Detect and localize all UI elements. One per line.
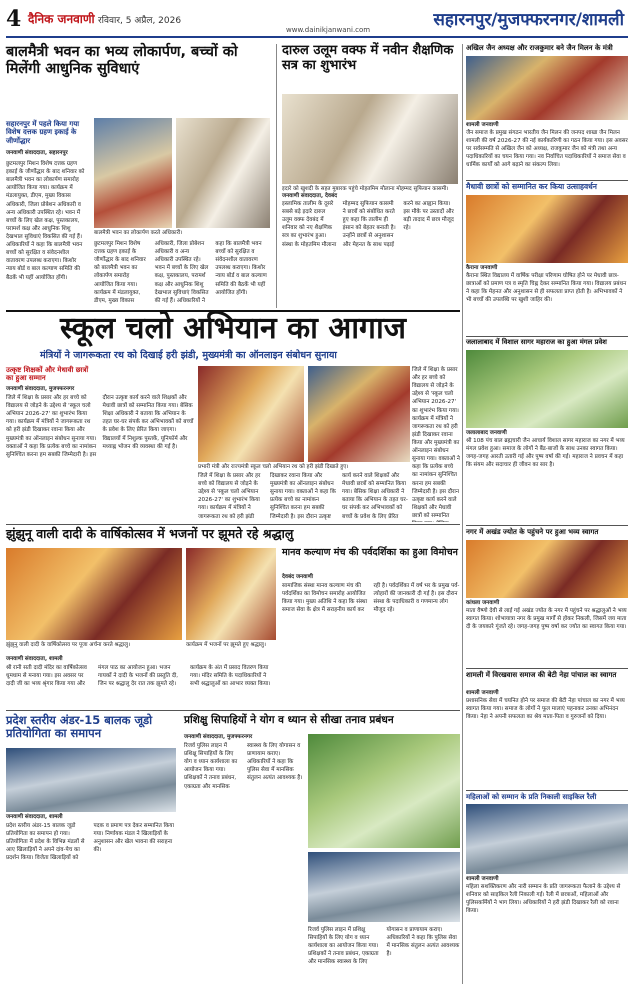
- right3-headline: जलालाबाद में विशाल सागर महाराज का हुआ मंगल प्रवेश: [466, 338, 607, 346]
- story1-side-head: सहारनपुर में पहले किया गया विशेष दत्तक ग्रहण इकाई के जीर्णोद्धार: [6, 120, 80, 145]
- story6-body: रिजर्व पुलिस लाइन में प्रशिक्षु सिपाहियों के लिए योग व ध्यान कार्यशाला का आयोजन किया गया। प्रशिक्षकों ने तनाव प्रबंधन, एकाग्रता और मानसिक स्वास्थ्य के लिए योगासन व प्राणायाम कराए। अधिकारियों ने कहा कि पुलिस सेवा में मानसिक संतुलन अत्यंत आवश्यक है।: [184, 743, 303, 790]
- right1-body: जैन समाज के प्रमुख संगठन भारतीय जैन मिलन की जनपद शाखा जैन मिलन शामली की वर्ष 2026-27 की नई कार्यकारिणी का गठन किया गया। इस अवसर पर सर्वसम्मति से अखिल जैन को अध्यक्ष, राजकुमार जैन को मंत्री तथा अन्य पदाधिकारियों का चयन किया गया। नव निर्वाचित पदाधिकारियों ने समाज सेवा व धार्मिक कार्यों को आगे बढ़ाने का संकल्प लिया।: [466, 130, 628, 169]
- story4-body: सामाजिक संस्था मानव कल्याण मंच की पर्वदर्शिका का विमोचन समारोह आयोजित किया गया। मुख्य अतिथि ने कहा कि संस्था समाज सेवा के क्षेत्र में सराहनीय कार्य कर रही है। पर्वदर्शिका में वर्ष भर के प्रमुख पर्व-त्योहारों की जानकारी दी गई है। इस दौरान संस्था के पदाधिकारी व गणमान्य लोग मौजूद रहे।: [282, 583, 460, 614]
- right3-body: श्री 108 पंच बाल ब्रह्मचारी जैन आचार्य विशाल सागर महाराज का नगर में भव्य मंगल प्रवेश हुआ। समाज के लोगों ने बैंड-बाजों के साथ उनका स्वागत किया। जगह-जगह आरती उतारी गई और पुष्प वर्षा की गई। महाराज ने प्रवचन में कहा कि संयम और सदाचार ही जीवन का सार है।: [466, 438, 625, 469]
- story1-photo-2: [176, 118, 270, 228]
- main-photo-1: [198, 366, 304, 462]
- main-byline: जनवाणी संवाददाता, मुजफ्फरनगर: [6, 386, 75, 392]
- right3-photo: [466, 350, 628, 428]
- main-headline: स्कूल चलो अभियान का आगाज: [60, 311, 406, 346]
- story1-headline: बालमैत्री भवन का भव्य लोकार्पण, बच्चों को मिलेंगी आधुनिक सुविधाएं: [6, 44, 238, 77]
- right6-body: महिला सशक्तिकरण और नारी सम्मान के प्रति जागरूकता फैलाने के उद्देश्य से शनिवार को साइकिल रैली निकाली गई। रैली में छात्राओं, महिलाओं और पुलिसकर्मियों ने भाग लिया। अधिकारियों ने हरी झंडी दिखाकर रैली को रवाना किया।: [466, 884, 621, 915]
- right2-photo: [466, 195, 628, 263]
- story1-body-col1: छुटमलपुर मिशन विशेष दत्तक ग्रहण इकाई के जीर्णोद्धार के बाद शनिवार को बालमैत्री भवन का लोकार्पण समारोह आयोजित किया गया। कार्यक्रम में मंडलायुक्त, डीएम, मुख्य विकास अधिकारी, जिला प्रोबेशन अधिकारी व अन्य अधिकारी उपस्थित रहे। भवन में बच्चों के लिए खेल कक्ष, पुस्तकालय, परामर्श कक्ष और आधुनिक शिशु देखभाल सुविधाएं विकसित की गई हैं। अधिकारियों ने कहा कि बालमैत्री भवन बच्चों को सुरक्षित व संवेदनशील वातावरण उपलब्ध कराएगा। किशोर न्याय बोर्ड व बाल कल्याण समिति की बैठकें भी यहीं आयोजित होंगी।: [6, 161, 85, 281]
- divider: [6, 524, 460, 525]
- story2-caption: इदारे को खुशदी के सहत मुबारक पहुंचे मोहतमिम मौलाना मोहम्मद सुफियान कासमी।: [282, 186, 449, 192]
- story3-caption-2: कार्यक्रम में भजनों पर झूमते हुए श्रद्धालु।: [186, 642, 266, 648]
- divider: [6, 710, 460, 711]
- story4-headline: मानव कल्याण मंच की पर्वदर्शिका का हुआ विमोचन: [282, 547, 458, 558]
- main-body-left: जिले में शिक्षा के प्रसार और हर बच्चे को विद्यालय से जोड़ने के उद्देश्य से 'स्कूल चलो अभियान 2026-27' का शुभारंभ किया गया। कार्यक्रम में मंत्रियों ने जागरूकता रथ को हरी झंडी दिखाकर रवाना किया और मुख्यमंत्री का ऑनलाइन संबोधन सुनाया गया। वक्ताओं ने कहा कि प्रत्येक बच्चे का नामांकन सुनिश्चित करना हम सबकी जिम्मेदारी है। इस दौरान उत्कृष्ट कार्य करने वाले शिक्षकों और मेधावी छात्रों को सम्मानित किया गया। बेसिक शिक्षा अधिकारी ने बताया कि अभियान के तहत घर-घर संपर्क कर अभिभावकों को बच्चों के प्रवेश के लिए प्रेरित किया जाएगा। विद्यालयों में निशुल्क पुस्तकें, यूनिफॉर्म और मध्याह्न भोजन की व्यवस्था की गई है।: [6, 395, 194, 458]
- right6-byline: शामली जनवाणी: [466, 876, 499, 882]
- right4-headline: नगर में अखंड ज्योत के पहुंचने पर हुआ भव्य स्वागत: [466, 528, 599, 536]
- story2-body: इस्लामिक तालीम के दूसरे सबसे बड़े इदारे दारुल उलूम वक्फ देवबंद में शनिवार को नए शैक्षणिक सत्र का शुभारंभ हुआ। संस्था के मोहतमिम मौलाना मोहम्मद सुफियान कासमी ने छात्रों को संबोधित करते हुए कहा कि तालीम ही इंसान को बेहतर बनाती है। उन्होंने छात्रों से अनुशासन और मेहनत के साथ पढ़ाई करने का आह्वान किया। इस मौके पर उस्तादों और बड़ी तादाद में छात्र मौजूद रहे।: [282, 201, 454, 248]
- main-side-head: उत्कृष्ट शिक्षकों और मेधावी छात्रों का हुआ सम्मान: [6, 366, 89, 383]
- story5-headline: प्रदेश स्तरीय अंडर-15 बालक जूडो प्रतियोगिता का समापन: [6, 713, 153, 741]
- story3-photo-1: [6, 548, 182, 640]
- right6-headline: महिलाओं को सम्मान के प्रति निकाली साइकिल रैली: [466, 793, 597, 801]
- edition-city: सहारनपुर/मुजफ्फरनगर/शामली: [433, 10, 624, 30]
- divider: [466, 668, 628, 669]
- right4-byline: कांधला जनवाणी: [466, 600, 500, 606]
- story6-byline: जनवाणी संवाददाता, मुजफ्फरनगर: [184, 734, 253, 740]
- right2-byline: कैराना जनवाणी: [466, 265, 498, 271]
- story4-byline: देवबंद जनवाणी: [282, 574, 313, 580]
- story3-photo-2: [186, 548, 276, 640]
- story2-byline: जनवाणी संवाददाता, देवबंद: [282, 193, 338, 199]
- masthead: [6, 4, 628, 38]
- story5-body: प्रदेश स्तरीय अंडर-15 बालक जूडो प्रतियोगिता का समापन हो गया। प्रतियोगिता में प्रदेश के विभिन्न मंडलों से आए खिलाड़ियों ने अपने दांव-पेच का प्रदर्शन किया। विजेता खिलाड़ियों को पदक व प्रमाण पत्र देकर सम्मानित किया गया। निर्णायक मंडल ने खिलाड़ियों के अनुशासन और खेल भावना की सराहना की।: [6, 823, 174, 862]
- story1-caption: बालमैत्री भवन का लोकार्पण करते अधिकारी।: [94, 230, 183, 236]
- paper-name: दैनिक जनवाणी: [28, 12, 95, 26]
- main-photo-2: [308, 366, 410, 462]
- right5-headline: शामली में विरखवास समाज की बेटी नेहा पांचाल का स्वागत: [466, 671, 617, 679]
- right1-headline: अखिल जैन अध्यक्ष और राजकुमार बने जैन मिलन के मंत्री: [466, 44, 613, 52]
- divider: [466, 180, 628, 181]
- story6-photo-1: [308, 734, 460, 848]
- main-body-bottom: जिले में शिक्षा के प्रसार और हर बच्चे को विद्यालय से जोड़ने के उद्देश्य से 'स्कूल चलो अभियान 2026-27' का शुभारंभ किया गया। कार्यक्रम में मंत्रियों ने जागरूकता रथ को हरी झंडी दिखाकर रवाना किया और मुख्यमंत्री का ऑनलाइन संबोधन सुनाया गया। वक्ताओं ने कहा कि प्रत्येक बच्चे का नामांकन सुनिश्चित करना हम सबकी जिम्मेदारी है। इस दौरान उत्कृष्ट कार्य करने वाले शिक्षकों और मेधावी छात्रों को सम्मानित किया गया। बेसिक शिक्षा अधिकारी ने बताया कि अभियान के तहत घर-घर संपर्क कर अभिभावकों को बच्चों के प्रवेश के लिए प्रेरित: [198, 473, 408, 520]
- main-subhead: मंत्रियों ने जागरूकता रथ को दिखाई हरी झंडी, मुख्यमंत्री का ऑनलाइन संबोधन सुनाया: [40, 350, 337, 361]
- main-body-right: जिले में शिक्षा के प्रसार और हर बच्चे को विद्यालय से जोड़ने के उद्देश्य से 'स्कूल चलो अभियान 2026-27' का शुभारंभ किया गया। कार्यक्रम में मंत्रियों ने जागरूकता रथ को हरी झंडी दिखाकर रवाना किया और मुख्यमंत्री का ऑनलाइन संबोधन सुनाया गया। वक्ताओं ने कहा कि प्रत्येक बच्चे का नामांकन सुनिश्चित करना हम सबकी जिम्मेदारी है। इस दौरान उत्कृष्ट कार्य करने वाले शिक्षकों और मेधावी छात्रों को सम्मानित: [412, 367, 460, 519]
- story3-headline: झुंझुनू वाली दादी के वार्षिकोत्सव में भजनों पर झूमते रहे श्रद्धालु: [6, 526, 294, 541]
- divider: [466, 790, 628, 791]
- right4-body: माता वैष्णो देवी से लाई गई अखंड ज्योत के नगर में पहुंचने पर श्रद्धालुओं ने भव्य स्वागत किया। शोभायात्रा नगर के प्रमुख मार्गों से होकर निकली, जिसमें जय माता दी के जयकारे गूंजते रहे। जगह-जगह पुष्प वर्षा कर ज्योत का स्वागत किया गया।: [466, 608, 627, 631]
- page-number: 4: [6, 6, 22, 32]
- story6-headline: प्रशिक्षु सिपाहियों ने योग व ध्यान से सीखा तनाव प्रबंधन: [184, 714, 394, 726]
- story3-caption-1: झुंझुनू वाली दादी के वार्षिकोत्सव पर पूजा अर्चना करते श्रद्धालु।: [6, 642, 131, 648]
- story5-byline: जनवाणी संवाददाता, शामली: [6, 814, 63, 820]
- story1-body-cols: छुटमलपुर मिशन विशेष दत्तक ग्रहण इकाई के जीर्णोद्धार के बाद शनिवार को बालमैत्री भवन का लोकार्पण समारोह आयोजित किया गया। कार्यक्रम में मंडलायुक्त, डीएम, मुख्य विकास अधिकारी, जिला प्रोबेशन अधिकारी व अन्य अधिकारी उपस्थित रहे। भवन में बच्चों के लिए खेल कक्ष, पुस्तकालय, परामर्श कक्ष और आधुनिक शिशु देखभाल सुविधाएं विकसित की गई हैं। अधिकारियों ने कहा कि बालमैत्री भवन बच्चों को सुरक्षित व संवेदनशील वातावरण उपलब्ध कराएगा। किशोर न्याय बोर्ड व बाल कल्याण समिति की बैठकें भी यहीं आयोजित होंगी।: [94, 241, 267, 304]
- story5-photo: [6, 748, 176, 812]
- right5-body: प्रशासनिक सेवा में चयनित होने पर समाज की बेटी नेहा पांचाल का नगर में भव्य स्वागत किया गया। समाज के लोगों ने फूल मालाएं पहनाकर उनका अभिनंदन किया। नेहा ने अपनी सफलता का श्रेय माता-पिता व गुरुजनों को दिया।: [466, 698, 625, 721]
- website-link[interactable]: www.dainikjanwani.com: [286, 26, 371, 34]
- right4-photo: [466, 540, 628, 598]
- right1-byline: शामली जनवाणी: [466, 122, 499, 128]
- divider: [466, 525, 628, 526]
- right1-photo: [466, 56, 628, 120]
- right2-body: कैराना स्थित विद्यालय में वार्षिक परीक्षा परिणाम घोषित होने पर मेधावी छात्र-छात्राओं को प्रमाण पत्र व स्मृति चिह्न देकर सम्मानित किया गया। विद्यालय प्रबंधन ने कहा कि मेहनत और अनुशासन से ही सफलता प्राप्त होती है। अभिभावकों ने भी बच्चों की उपलब्धि पर खुशी जाहिर की।: [466, 273, 627, 304]
- issue-date: रविवार, 5 अप्रैल, 2026: [98, 16, 182, 26]
- story2-photo: [282, 94, 458, 184]
- story3-byline: जनवाणी संवाददाता, शामली: [6, 656, 63, 662]
- story1-byline: जनवाणी संवाददाता, सहारनपुर: [6, 150, 68, 156]
- right2-headline: मैधावी छात्रों को सम्मानित कर किया उत्साहवर्धन: [466, 182, 597, 191]
- story3-body: श्री रानी सती दादी मंदिर का वार्षिकोत्सव धूमधाम से मनाया गया। इस अवसर पर दादी जी का भव्य श्रृंगार किया गया और मंगल पाठ का आयोजन हुआ। भजन गायकों ने दादी के भजनों की प्रस्तुति दी, जिन पर श्रद्धालु देर रात तक झूमते रहे। कार्यक्रम के अंत में प्रसाद वितरण किया गया। मंदिर समिति के पदाधिकारियों ने सभी श्रद्धालुओं का आभार व्यक्त किया।: [6, 665, 271, 688]
- right3-byline: जलालाबाद जनवाणी: [466, 430, 507, 436]
- story6-photo-2: [308, 852, 460, 922]
- main-caption: प्रभारी मंत्री और राज्यमंत्री स्कूल चलो अभियान रथ को हरी झंडी दिखाते हुए।: [198, 464, 349, 470]
- right-column-rule: [462, 44, 463, 984]
- story1-photo-1: [94, 118, 172, 228]
- column-rule: [276, 44, 277, 308]
- story2-headline: दारुल उलूम वक्फ में नवीन शैक्षणिक सत्र का शुभारंभ: [282, 43, 454, 73]
- right5-byline: शामली जनवाणी: [466, 690, 499, 696]
- right6-photo: [466, 804, 628, 874]
- story6-body-2: रिजर्व पुलिस लाइन में प्रशिक्षु सिपाहियों के लिए योग व ध्यान कार्यशाला का आयोजन किया गया। प्रशिक्षकों ने तनाव प्रबंधन, एकाग्रता और मानसिक स्वास्थ्य के लिए योगासन व प्राणायाम कराए। अधिकारियों ने कहा कि पुलिस सेवा में मानसिक संतुलन अत्यंत आवश्यक है।: [308, 927, 460, 966]
- divider: [466, 336, 628, 337]
